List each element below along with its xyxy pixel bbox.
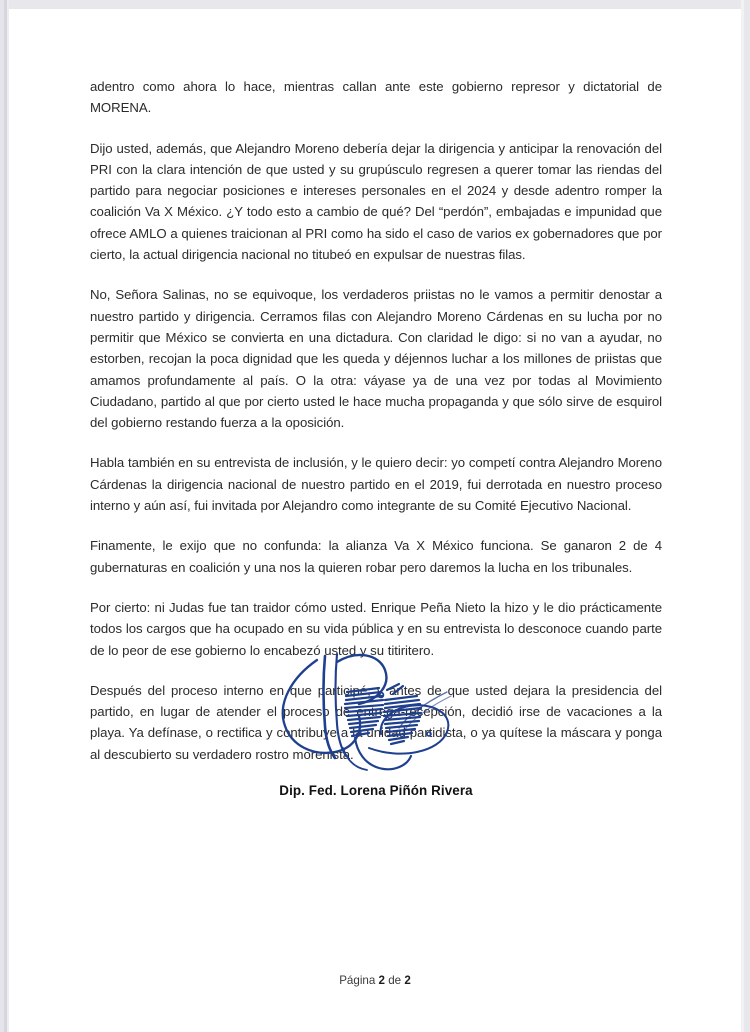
body-paragraph-6: Por cierto: ni Judas fue tan traidor cómo usted. Enrique Peña Nieto la hizo y le dio prácticamente todos los cargos que ha ocupado en su vida pública y en su entrevista lo desconoce cuando parte de lo peor de ese gobierno lo encabezó usted y su titiritero. [90, 599, 662, 658]
body-paragraph-4: Habla también en su entrevista de inclusión, y le quiero decir: yo competí contra Alejandro Moreno Cárdenas la dirigencia nacional de nuestro partido en el 2019, fui derrotada en nuestro proceso interno y aún así, fui invitada por Alejandro como integrante de su Comité Ejecutivo Nacional. [90, 455, 662, 514]
footer-label-pagina: Página [339, 974, 376, 987]
document-sheet [9, 9, 741, 1032]
body-paragraph-1: adentro como ahora lo hace, mientras callan ante este gobierno represor y dictatorial de MORENA. [90, 79, 662, 116]
signer-name: Dip. Fed. Lorena Piñón Rivera [279, 783, 473, 798]
page-edge-left-outer [0, 0, 4, 1032]
signature-block [90, 647, 662, 798]
body-paragraph-3: No, Señora Salinas, no se equivoque, los verdaderos priistas no le vamos a permitir denostar a nuestro partido y dirigencia. Cerramos filas con Alejandro Moreno Cárdenas en su lucha por no permitir que México se convierta en una dictadura. Con claridad le digo: si no van a ayudar, no estorben, recojan la poca dignidad que les queda y déjennos luchar a los millones de priistas que amamos profundamente al país. O la otra: váyase ya de una vez por todas al Movimiento Ciudadano, partido al que por cierto usted le hace mucha propaganda y que sólo sirve de esquirol del gobierno restando fuerza a la oposición. [90, 287, 662, 431]
handwritten-signature-icon [90, 647, 662, 779]
page-edge-left-middle [4, 0, 7, 1032]
footer-total-pages: 2 [404, 974, 411, 987]
page-edge-top [0, 0, 750, 9]
body-paragraph-5: Finamente, le exijo que no confunda: la alianza Va X México funciona. Se ganaron 2 de 4 gubernaturas en coalición y una nos la quieren robar pero daremos la lucha en los tribunales. [90, 538, 662, 575]
page-edge-right-outer [744, 0, 750, 1032]
footer-current-page: 2 [378, 974, 385, 987]
body-paragraph-7: Después del proceso interno en que participé, y antes de que usted dejara la presidencia del partido, en lugar de atender el proceso de entrega-recepción, decidió irse de vacaciones a la playa. Ya defínase, o rectifica y contribuye a la unidad partidista, o ya quítese la máscara y ponga al descubierto su verdadero rostro morenista. [90, 682, 662, 762]
footer-label-de: de [388, 974, 402, 987]
page-footer [9, 974, 741, 987]
body-paragraph-2: Dijo usted, además, que Alejandro Moreno debería dejar la dirigencia y anticipar la renovación del PRI con la clara intención de que usted y su grupúsculo regresen a querer tomar las riendas del partido para negociar posiciones e intereses personales en el 2024 y desde adentro romper la coalición Va X México. ¿Y todo esto a cambio de qué? Del “perdón”, embajadas e impunidad que ofrece AMLO a quienes traicionan al PRI como ha sido el caso de varios ex gobernadores que por cierto, la actual dirigencia nacional no titubeó en expulsar de nuestras filas. [90, 140, 662, 263]
